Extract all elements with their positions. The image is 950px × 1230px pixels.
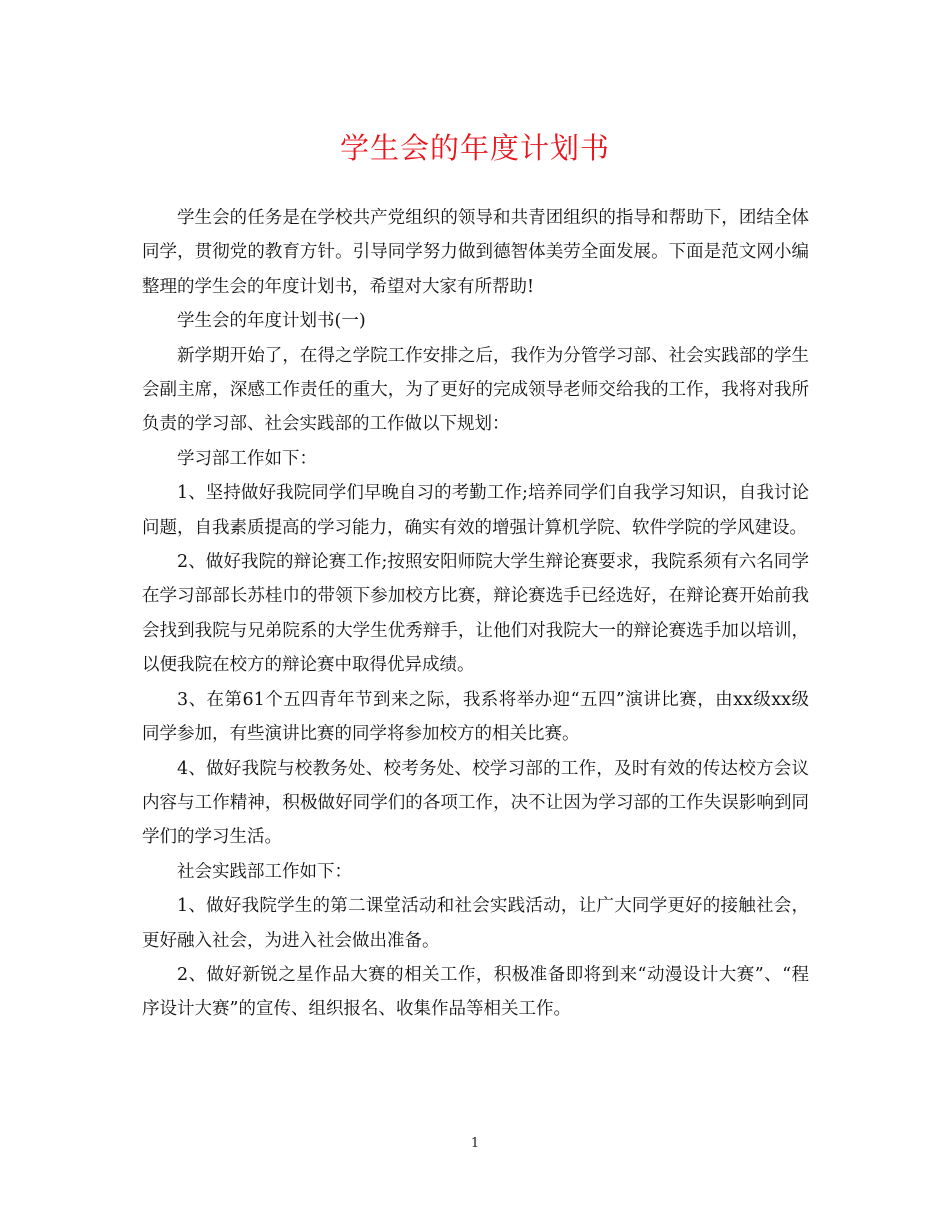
- study-item-3: 3、在第61个五四青年节到来之际，我系将举办迎“五四”演讲比赛，由xx级xx级同学参加，有些演讲比赛的同学将参加校方的相关比赛。: [142, 689, 809, 745]
- document-body: [142, 201, 809, 1027]
- section-heading-plan-one: 学生会的年度计划书(一): [177, 311, 366, 332]
- document-title: 学生会的年度计划书: [339, 131, 610, 165]
- study-item-1: 1、坚持做好我院同学们早晚自习的考勤工作;培养同学们自我学习知识，自我讨论问题，自我素质提高的学习能力，确实有效的增强计算机学院、软件学院的学风建设。: [142, 483, 809, 538]
- page-number: 1: [470, 1136, 480, 1151]
- practice-item-2: 2、做好新锐之星作品大赛的相关工作，积极准备即将到来“动漫设计大赛”、“程序设计大赛”的宣传、组织报名、收集作品等相关工作。: [142, 964, 809, 1020]
- paragraph-opening: 新学期开始了，在得之学院工作安排之后，我作为分管学习部、社会实践部的学生会副主席，深感工作责任的重大，为了更好的完成领导老师交给我的工作，我将对我所负责的学习部、社会实践部的工作做以下规划：: [142, 345, 809, 435]
- section-heading-study-department: 学习部工作如下：: [177, 448, 317, 469]
- paragraph-intro: 学生会的任务是在学校共产党组织的领导和共青团组织的指导和帮助下，团结全体同学，贯彻党的教育方针。引导同学努力做到德智体美劳全面发展。下面是范文网小编整理的学生会的年度计划书，希望对大家有所帮助!: [142, 208, 809, 297]
- study-item-4: 4、做好我院与校教务处、校考务处、校学习部的工作，及时有效的传达校方会议内容与工作精神，积极做好同学们的各项工作，决不让因为学习部的工作失误影响到同学们的学习生活。: [142, 758, 809, 848]
- study-item-2: 2、做好我院的辩论赛工作;按照安阳师院大学生辩论赛要求，我院系须有六名同学在学习部部长苏桂巾的带领下参加校方比赛，辩论赛选手已经选好，在辩论赛开始前我会找到我院与兄弟院系的大学生优秀辩手，让他们对我院大一的辩论赛选手加以培训，以便我院在校方的辩论赛中取得优异成绩。: [142, 552, 809, 676]
- practice-item-1: 1、做好我院学生的第二课堂活动和社会实践活动，让广大同学更好的接触社会，更好融入社会，为进入社会做出准备。: [142, 896, 809, 951]
- section-heading-social-practice: 社会实践部工作如下：: [177, 861, 352, 882]
